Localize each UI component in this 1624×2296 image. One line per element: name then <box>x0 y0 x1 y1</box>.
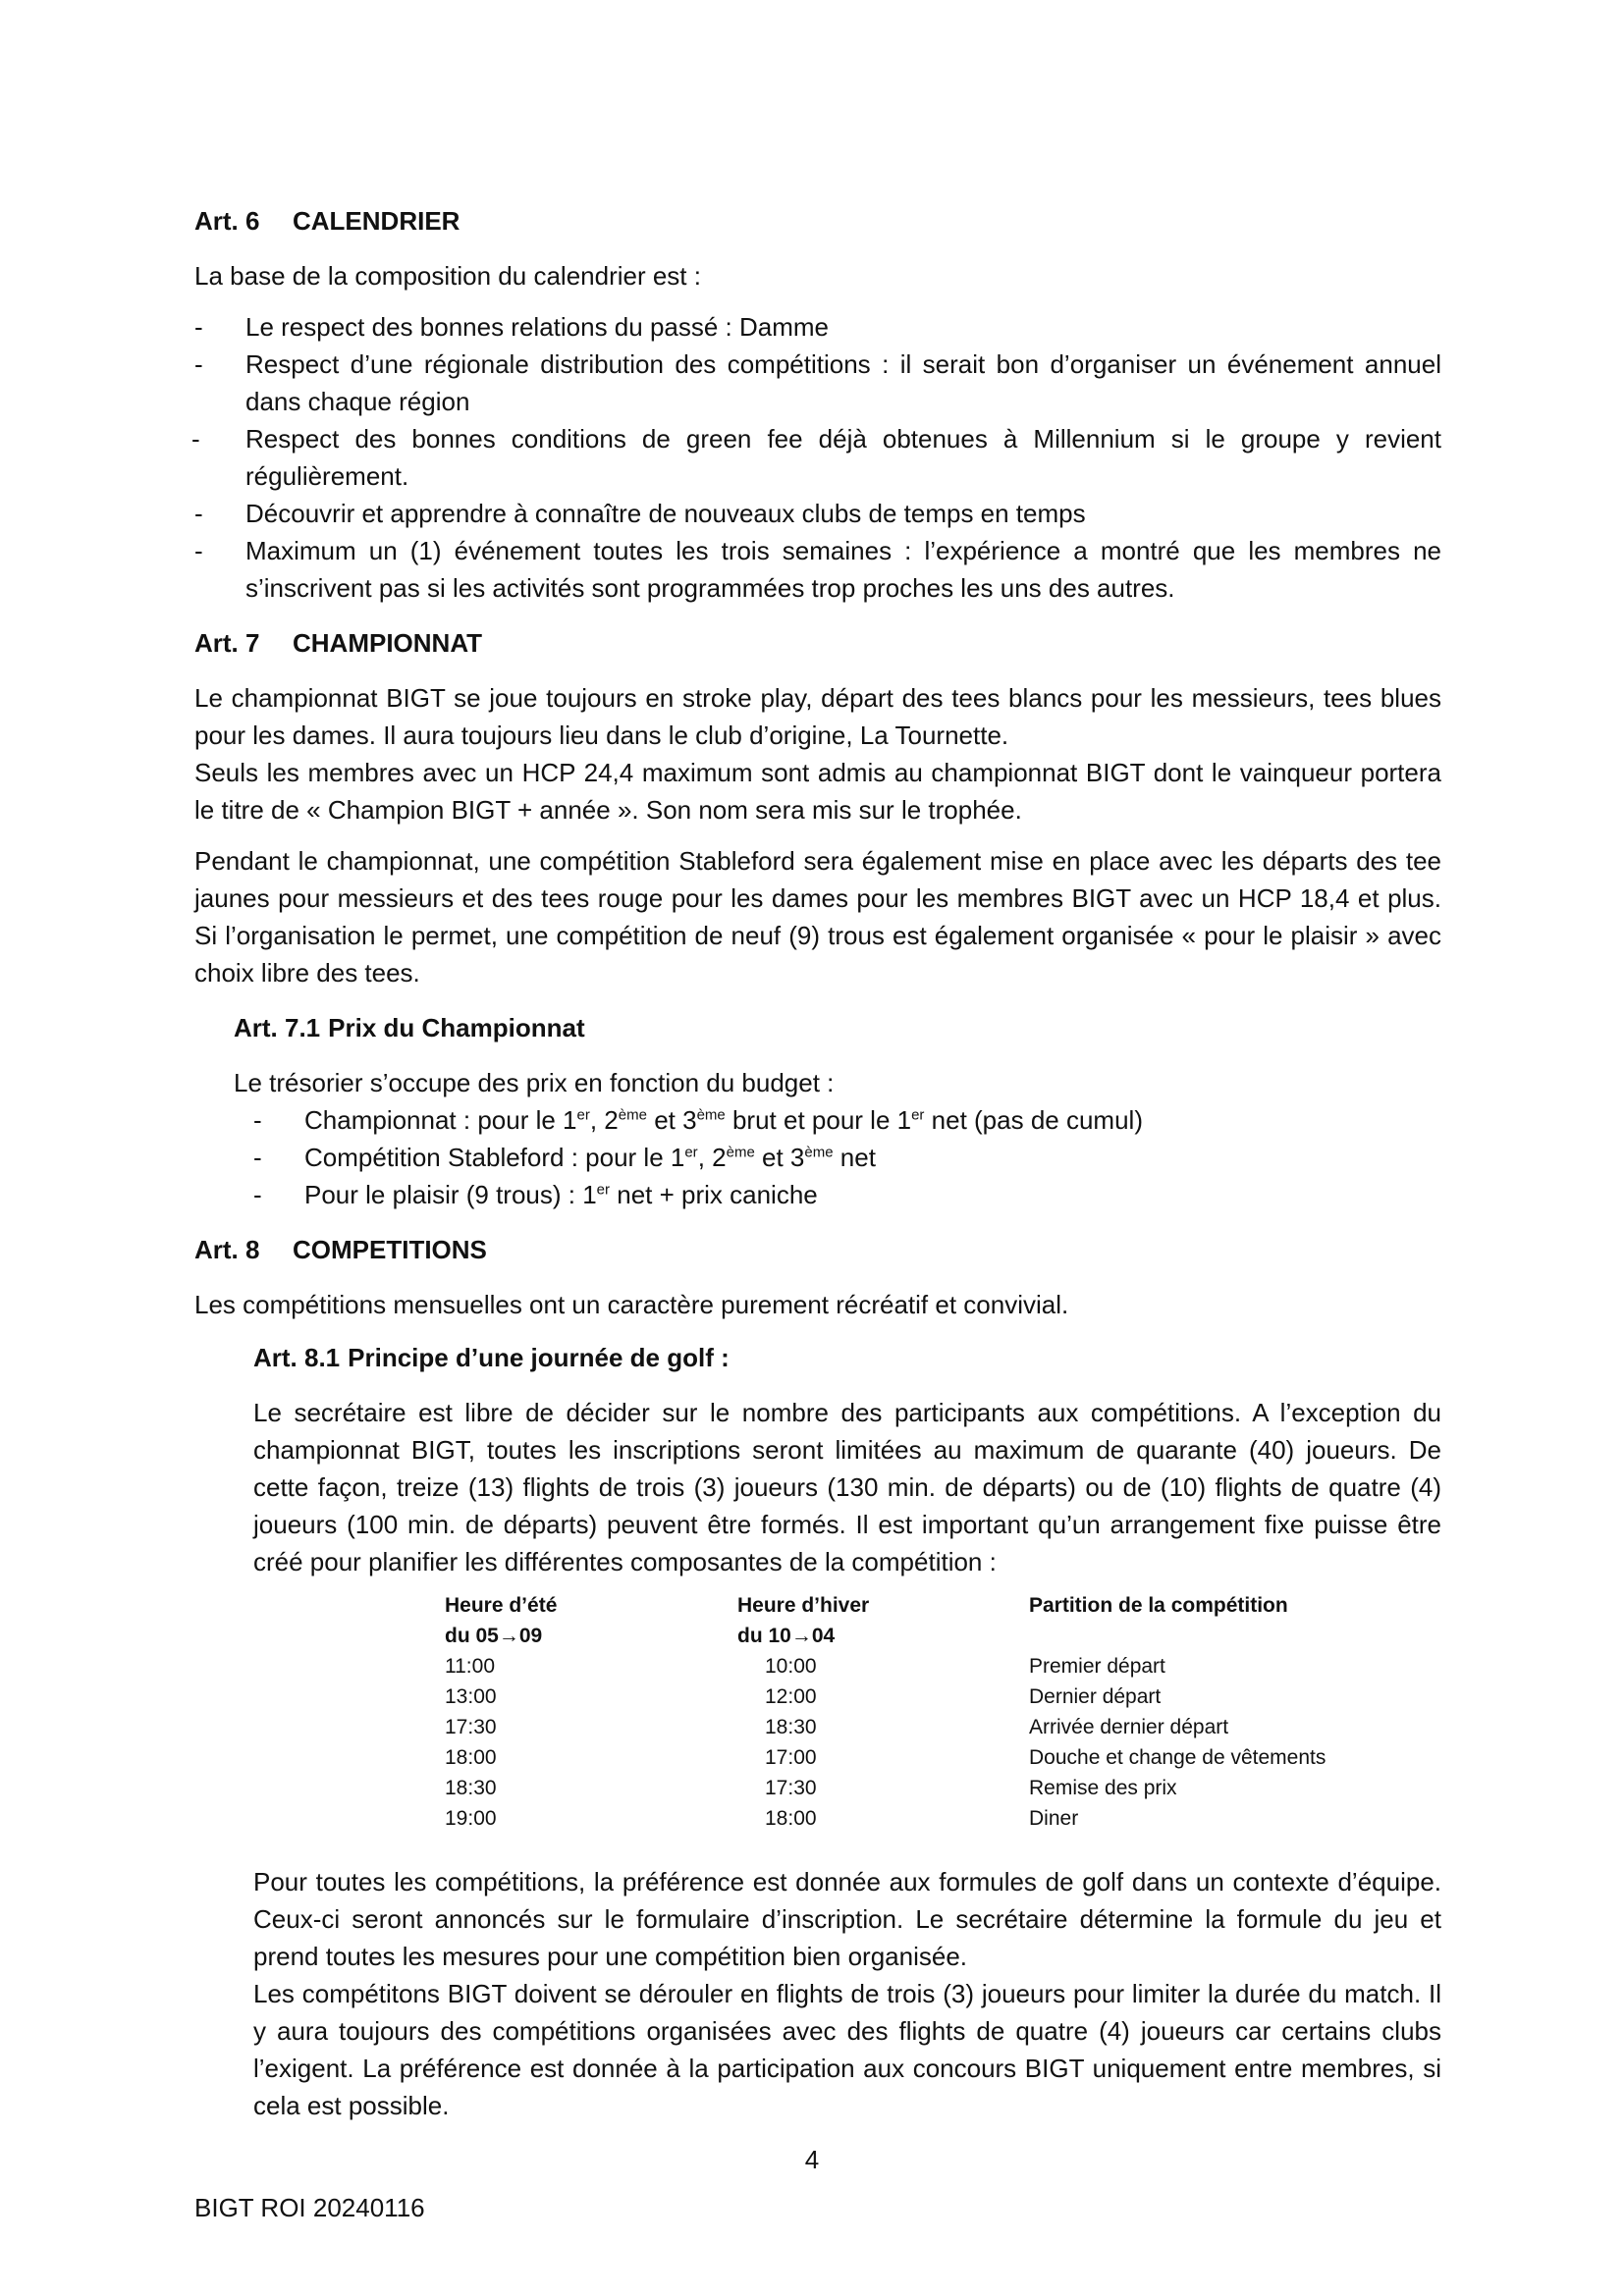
article-6-intro: La base de la composition du calendrier est : <box>194 261 701 291</box>
table-cell: Douche et change de vêtements <box>1029 1746 1326 1769</box>
paragraph-line: Le championnat BIGT se joue toujours en stroke play, départ des tees blancs pour les messieurs, tees blues pour les dames. Il aura toujours lieu dans le club d’origine, La Tournette. <box>194 683 1441 750</box>
table-row <box>445 1651 1382 1682</box>
article-8-1-heading <box>253 1339 1441 1376</box>
text-run: Compétition Stableford : pour le 1 <box>304 1143 685 1172</box>
article-8-1-title: Principe d’une journée de golf : <box>348 1343 730 1372</box>
page-content <box>191 202 1441 2138</box>
article-7-1-list <box>253 1101 1441 1213</box>
table-row <box>445 1712 1382 1742</box>
table-cell: 18:30 <box>445 1777 497 1799</box>
table-row <box>445 1682 1382 1712</box>
article-7-number: Art. 7 <box>194 628 260 658</box>
article-8-title: COMPETITIONS <box>293 1235 487 1264</box>
ordinal-suffix: er <box>576 1106 590 1124</box>
article-8-1-paragraph-2 <box>253 1863 1441 2124</box>
text-run: net + prix caniche <box>610 1180 818 1209</box>
document-footer: BIGT ROI 20240116 <box>194 2193 425 2222</box>
ordinal-suffix: er <box>596 1181 611 1199</box>
article-8-intro: Les compétitions mensuelles ont un caractère purement récréatif et convivial. <box>194 1290 1069 1319</box>
table-row <box>445 1803 1382 1834</box>
dash-bullet: - <box>194 312 203 342</box>
article-6-heading <box>194 202 1441 240</box>
ordinal-suffix: er <box>911 1106 925 1124</box>
text-run: Championnat : pour le 1 <box>304 1105 577 1135</box>
article-7-heading <box>194 624 1441 662</box>
text-run: net <box>833 1143 876 1172</box>
ordinal-suffix: ème <box>804 1144 834 1161</box>
list-item <box>194 495 1441 532</box>
text-run: et 3 <box>646 1105 697 1135</box>
article-7-1-heading <box>234 1009 1441 1046</box>
table-cell: Dernier départ <box>1029 1685 1162 1708</box>
table-cell: 10:00 <box>765 1655 817 1678</box>
text-run: brut et pour le 1 <box>725 1105 912 1135</box>
paragraph-line: Les compétitons BIGT doivent se dérouler en flights de trois (3) joueurs pour limiter la durée du match. Il y aura toujours des compétitions organisées avec des flights de quatre (4) joueurs car certains clubs l’exigent. La préférence est donnée à la participation aux concours BIGT uniquement entre membres, si cela est possible. <box>253 1979 1441 2120</box>
table-row <box>445 1773 1382 1803</box>
list-item <box>253 1139 1441 1176</box>
dash-bullet: - <box>253 1143 262 1172</box>
article-7-paragraph-2: Pendant le championnat, une compétition Stableford sera également mise en place avec les départs des tee jaunes pour messieurs et des tees rouge pour les dames pour les membres BIGT avec un HCP 18,4 et plus. Si l’organisation le permet, une compétition de neuf (9) trous est également organisée « pour le plaisir » avec choix libre des tees. <box>194 846 1441 988</box>
table-header-row <box>445 1590 1382 1651</box>
table-cell: Arrivée dernier départ <box>1029 1716 1229 1738</box>
page-number: 4 <box>804 2145 820 2174</box>
schedule-table <box>445 1590 1382 1834</box>
ordinal-suffix: ème <box>696 1106 726 1124</box>
article-6-list <box>191 308 1441 607</box>
table-cell: 11:00 <box>445 1655 495 1678</box>
article-6-title: CALENDRIER <box>293 206 460 236</box>
dash-bullet: - <box>253 1105 262 1135</box>
table-cell: Premier départ <box>1029 1655 1165 1678</box>
dash-bullet: - <box>191 424 200 454</box>
text-run: net (pas de cumul) <box>924 1105 1143 1135</box>
list-item <box>253 1101 1441 1139</box>
list-item <box>194 532 1441 607</box>
header-line: du 05→09 <box>445 1625 543 1647</box>
list-item <box>191 420 1441 495</box>
header-summer <box>445 1590 737 1651</box>
table-cell: 17:30 <box>445 1716 497 1738</box>
article-8-heading <box>194 1231 1441 1268</box>
table-cell: 17:30 <box>765 1777 817 1799</box>
table-cell: Diner <box>1029 1807 1079 1830</box>
article-7-1-number: Art. 7.1 <box>234 1013 321 1042</box>
table-cell: 19:00 <box>445 1807 497 1830</box>
ordinal-suffix: ème <box>618 1106 647 1124</box>
header-partition <box>1029 1590 1382 1651</box>
article-8-number: Art. 8 <box>194 1235 260 1264</box>
text-run: , 2 <box>697 1143 727 1172</box>
list-item-text: Respect d’une régionale distribution des compétitions : il serait bon d’organiser un événement annuel dans chaque région <box>245 349 1441 416</box>
article-8-1-number: Art. 8.1 <box>253 1343 341 1372</box>
article-7-1-intro: Le trésorier s’occupe des prix en fonction du budget : <box>234 1068 835 1097</box>
table-cell: 13:00 <box>445 1685 497 1708</box>
article-7-paragraph-1 <box>194 679 1441 828</box>
article-8-1-section <box>253 1339 1441 2124</box>
table-row <box>445 1742 1382 1773</box>
article-7-1-section <box>234 1009 1441 1213</box>
table-cell: Remise des prix <box>1029 1777 1177 1799</box>
header-line: Partition de la compétition <box>1029 1594 1288 1617</box>
text-run: et 3 <box>754 1143 805 1172</box>
list-item <box>253 1176 1441 1213</box>
list-item-text: Découvrir et apprendre à connaître de nouveaux clubs de temps en temps <box>245 499 1086 528</box>
dash-bullet: - <box>194 536 203 565</box>
article-6-number: Art. 6 <box>194 206 260 236</box>
header-line: Heure d’été <box>445 1594 558 1617</box>
table-cell: 18:00 <box>445 1746 497 1769</box>
list-item-text: Le respect des bonnes relations du passé : Damme <box>245 312 830 342</box>
list-item-text: Respect des bonnes conditions de green fee déjà obtenues à Millennium si le groupe y revient régulièrement. <box>245 424 1441 491</box>
dash-bullet: - <box>194 349 203 379</box>
table-cell: 18:30 <box>765 1716 817 1738</box>
article-8-1-paragraph-1: Le secrétaire est libre de décider sur le nombre des participants aux compétitions. A l’exception du championnat BIGT, toutes les inscriptions seront limitées au maximum de quarante (40) joueurs. De cette façon, treize (13) flights de trois (3) joueurs (130 min. de départs) ou de (10) flights de quatre (4) joueurs (100 min. de départs) peuvent être formés. Il est important qu’un arrangement fixe puisse être créé pour planifier les différentes composantes de la compétition : <box>253 1398 1441 1576</box>
table-cell: 17:00 <box>765 1746 817 1769</box>
header-line: Heure d’hiver <box>737 1594 870 1617</box>
article-7-1-title: Prix du Championnat <box>328 1013 585 1042</box>
table-cell: 18:00 <box>765 1807 817 1830</box>
paragraph-line: Seuls les membres avec un HCP 24,4 maximum sont admis au championnat BIGT dont le vainqueur portera le titre de « Champion BIGT + année ». Son nom sera mis sur le trophée. <box>194 758 1441 825</box>
ordinal-suffix: ème <box>726 1144 755 1161</box>
list-item <box>194 346 1441 420</box>
ordinal-suffix: er <box>684 1144 698 1161</box>
dash-bullet: - <box>253 1180 262 1209</box>
header-line: du 10→04 <box>737 1625 836 1647</box>
list-item-text: Maximum un (1) événement toutes les trois semaines : l’expérience a montré que les membres ne s’inscrivent pas si les activités sont programmées trop proches les uns des autres. <box>245 536 1441 603</box>
text-run: , 2 <box>589 1105 619 1135</box>
list-item <box>194 308 1441 346</box>
table-cell: 12:00 <box>765 1685 817 1708</box>
header-winter <box>737 1590 1029 1651</box>
text-run: Pour le plaisir (9 trous) : 1 <box>304 1180 597 1209</box>
dash-bullet: - <box>194 499 203 528</box>
article-7-title: CHAMPIONNAT <box>293 628 483 658</box>
paragraph-line: Pour toutes les compétitions, la préférence est donnée aux formules de golf dans un contexte d’équipe. Ceux-ci seront annoncés sur le formulaire d’inscription. Le secrétaire détermine la formule du jeu et prend toutes les mesures pour une compétition bien organisée. <box>253 1867 1441 1971</box>
